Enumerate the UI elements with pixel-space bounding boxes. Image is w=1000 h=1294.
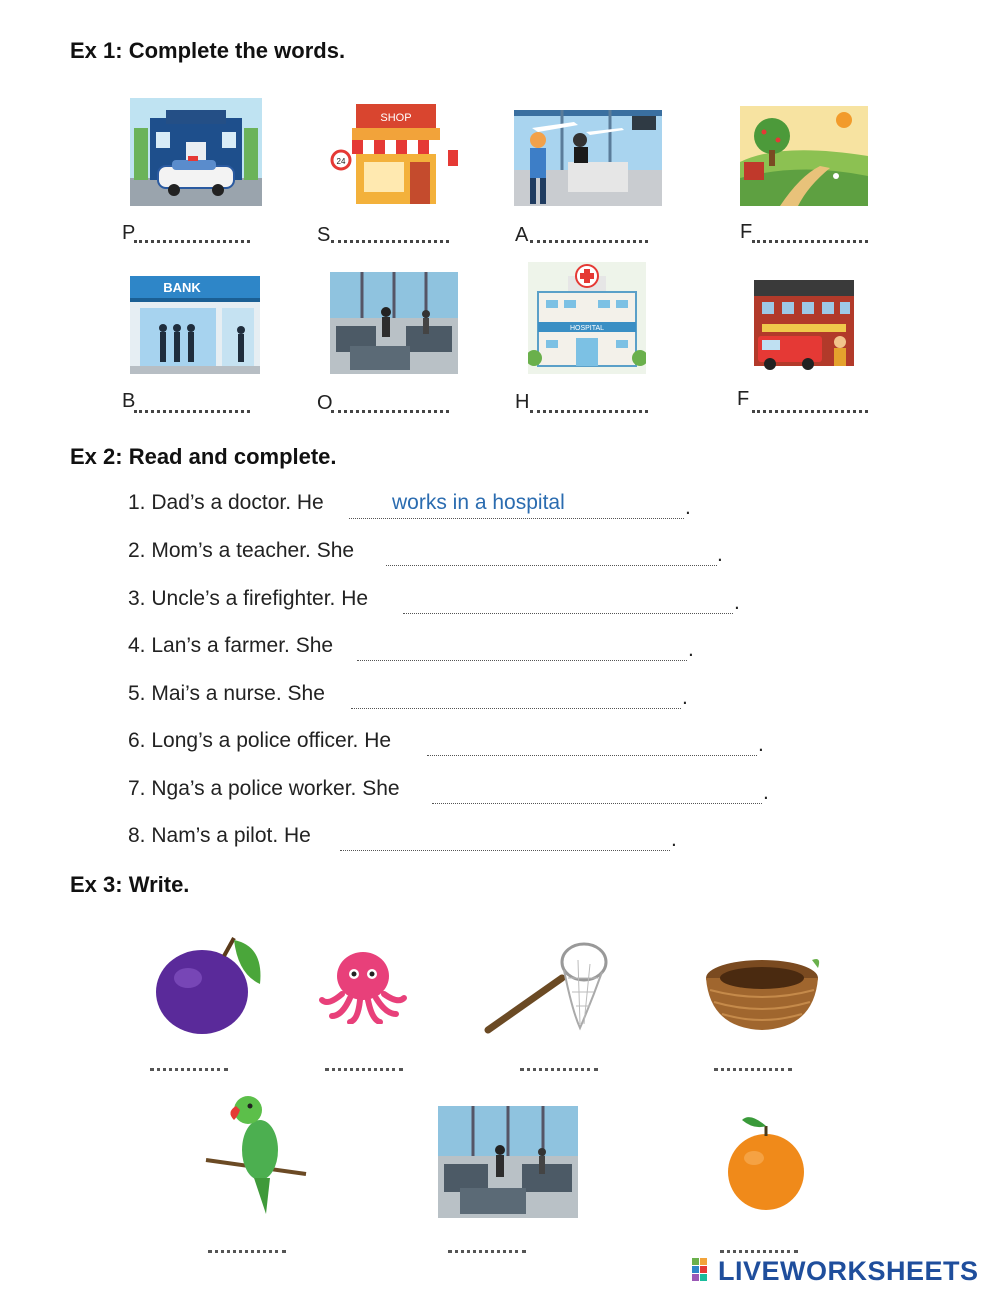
ex1-letter-police-station: P xyxy=(122,222,136,244)
ex1-blank-hospital[interactable] xyxy=(530,410,648,413)
fire-station-image xyxy=(748,278,860,374)
ex1-letter-shop: S xyxy=(317,224,331,246)
ex2-example-answer: works in a hospital xyxy=(392,491,565,514)
office-image-ex3 xyxy=(438,1106,578,1218)
ex2-period-1: . xyxy=(685,496,691,519)
octopus-image xyxy=(318,950,408,1024)
ex2-sentence-4: 4. Lan’s a farmer. She xyxy=(128,634,334,657)
ex1-blank-farm[interactable] xyxy=(752,240,868,243)
ex2-sentence-8: 8. Nam’s a pilot. He xyxy=(128,824,311,847)
ex2-sentence-1: 1. Dad’s a doctor. He xyxy=(128,491,324,514)
liveworksheets-brand-text: LIVEWORKSHEETS xyxy=(718,1256,979,1286)
ex2-answer-6[interactable] xyxy=(427,731,757,756)
ex2-sentence-2: 2. Mom’s a teacher. She xyxy=(128,539,355,562)
ex2-sentence-5: 5. Mai’s a nurse. She xyxy=(128,682,325,705)
ex2-period-2: . xyxy=(717,543,723,566)
ex2-sentence-7: 7. Nga’s a police worker. She xyxy=(128,777,400,800)
ex2-period-8: . xyxy=(671,828,677,851)
ex3-blank-orange[interactable] xyxy=(720,1250,798,1253)
ex2-answer-7[interactable] xyxy=(432,779,762,804)
ex1-letter-airport: A xyxy=(515,224,529,246)
ex1-blank-airport[interactable] xyxy=(530,240,648,243)
ex3-blank-office[interactable] xyxy=(448,1250,526,1253)
ex2-answer-5[interactable] xyxy=(351,684,681,709)
ex3-blank-net[interactable] xyxy=(520,1068,598,1071)
ex2-period-6: . xyxy=(758,733,764,756)
ex1-blank-office[interactable] xyxy=(331,410,449,413)
shop-sign-text: SHOP xyxy=(380,112,412,124)
shop-badge-text: 24 xyxy=(336,157,346,166)
shop-image xyxy=(330,100,462,206)
ex2-period-4: . xyxy=(688,638,694,661)
ex2-sentence-6: 6. Long’s a police officer. He xyxy=(128,729,392,752)
nest-image xyxy=(700,944,824,1036)
orange-image xyxy=(724,1110,808,1214)
ex1-blank-shop[interactable] xyxy=(331,240,449,243)
ex2-answer-4[interactable] xyxy=(357,636,687,661)
parrot-image xyxy=(204,1090,308,1216)
bank-image xyxy=(130,276,260,374)
ex3-heading: Ex 3: Write. xyxy=(70,872,190,897)
ex1-letter-hospital: H xyxy=(515,391,530,413)
ex3-blank-nest[interactable] xyxy=(714,1068,792,1071)
ex3-blank-plum[interactable] xyxy=(150,1068,228,1071)
ex1-letter-bank: B xyxy=(122,390,136,412)
ex1-letter-farm: F xyxy=(740,221,753,243)
plum-image xyxy=(150,930,270,1040)
office-image xyxy=(330,272,458,374)
hospital-image xyxy=(528,262,646,374)
net-image xyxy=(484,940,610,1036)
liveworksheets-logo xyxy=(692,1256,992,1286)
ex2-heading: Ex 2: Read and complete. xyxy=(70,444,337,469)
bank-sign-text: BANK xyxy=(163,280,201,295)
airport-image xyxy=(514,110,662,206)
ex1-heading: Ex 1: Complete the words. xyxy=(70,38,346,63)
ex2-period-7: . xyxy=(763,781,769,804)
ex1-blank-bank[interactable] xyxy=(134,410,250,413)
ex1-blank-fire-station[interactable] xyxy=(752,410,868,413)
ex3-blank-parrot[interactable] xyxy=(208,1250,286,1253)
ex1-letter-fire-station: F xyxy=(737,388,750,410)
ex2-answer-3[interactable] xyxy=(403,589,733,614)
farm-image xyxy=(740,106,868,206)
police-station-image xyxy=(130,98,262,206)
ex2-period-5: . xyxy=(682,686,688,709)
ex2-answer-8[interactable] xyxy=(340,826,670,851)
ex2-sentence-3: 3. Uncle’s a firefighter. He xyxy=(128,587,369,610)
ex1-blank-police-station[interactable] xyxy=(134,240,250,243)
ex1-letter-office: O xyxy=(317,392,333,414)
hospital-sign-text: HOSPITAL xyxy=(569,325,605,332)
liveworksheets-logo-icon xyxy=(692,1258,716,1282)
ex2-period-3: . xyxy=(734,591,740,614)
ex3-blank-octopus[interactable] xyxy=(325,1068,403,1071)
ex2-answer-2[interactable] xyxy=(386,541,717,566)
